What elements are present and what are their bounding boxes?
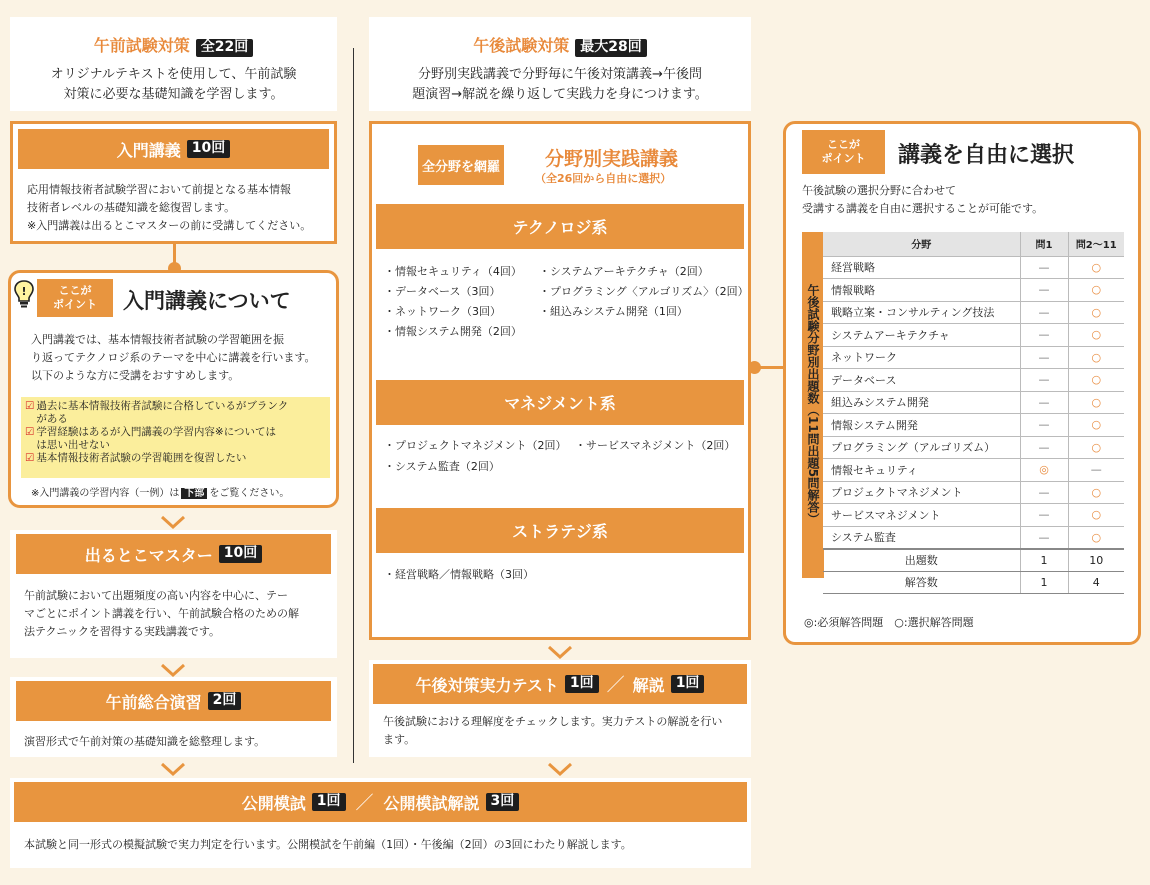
pm-test-desc: 午後試験における理解度をチェックします。実力テストの解説を行い ます。 [383,715,723,746]
table-row: 情報セキュリティ ◎ — [823,459,1124,482]
tech-title-bar: テクノロジ系 [376,204,744,249]
recommend-box [21,397,330,478]
table-row: 情報システム開発 — ○ [823,414,1124,437]
connector-dot [748,361,761,374]
select-point-label: ここが ポイント [802,130,885,174]
col-q2: 問2〜11 [1068,232,1124,256]
list-item: ・サービスマネジメント（2回） [574,439,736,452]
tech-right-list [539,262,748,322]
practice-sub: （全26回から自由に選択） [535,172,672,185]
intro-card [10,121,337,244]
list-item: ・ネットワーク（3回） [384,305,501,318]
col-field: 分野 [823,232,1020,256]
table-row: システム監査 — ○ [823,526,1124,549]
pm-test-title: 午後対策実力テスト [415,675,559,695]
intro-point-desc: 入門講義では、基本情報技術者試験の学習範囲を振 り返ってテクノロジ系のテーマを中心に講義を行います。 以下のような方に受講をおすすめします。 [31,333,316,382]
lightbulb-icon [13,279,35,309]
list-item: ・情報セキュリティ（4回） [384,265,522,278]
pm-test-sep: ／ [606,675,625,696]
recommend-item: ☑ 過去に基本情報技術者試験に合格しているがブランク がある [25,400,289,425]
list-item: ・データベース（3回） [384,285,501,298]
pm-badge: 最大28回 [575,39,646,57]
intro-title: 入門講義 [116,140,181,160]
pm-title: 午後試験対策 [473,36,570,55]
table-row: 組込みシステム開発 — ○ [823,391,1124,414]
list-item: ・経営戦略／情報戦略（3回） [384,568,534,581]
chevron-down-icon [160,663,186,677]
mock-desc: 本試験と同一形式の模擬試験で実力判定を行います。公開模試を午前編（1回）・午後編（2回）の3回にわたり解説します。 [24,838,632,851]
practice-tag: 全分野を網羅 [418,145,504,185]
am-header-card [10,17,337,111]
master-badge: 10回 [219,545,262,563]
pm-header-card [369,17,751,111]
tech-left-list [384,262,522,342]
am-title: 午前試験対策 [93,36,190,55]
list-item: ・プロジェクトマネジメント（2回） [384,439,561,452]
table-header-row [823,232,1124,256]
mgmt-title-bar: マネジメント系 [376,380,744,425]
mgmt-list [384,435,735,477]
mock-badge: 1回 [312,793,346,811]
pm-test-card [369,660,751,757]
master-title: 出るとこマスター [84,545,213,565]
strat-title-bar: ストラテジ系 [376,508,744,553]
mock-badge2: 3回 [486,793,520,811]
list-item: ・情報システム開発（2回） [384,325,522,338]
am-header-title-row [10,33,337,57]
table-side-label: 午後試験分野別出題数（11問出題5問解答） [802,232,824,578]
master-title-bar [16,534,331,574]
practice-title: 分野別実践講義 [545,148,679,170]
column-divider [353,48,354,763]
table-row: プロジェクトマネジメント — ○ [823,481,1124,504]
master-desc: 午前試験において出題頻度の高い内容を中心に、テー マごとにポイント講義を行い、午前試験合格のための解 法テクニックを習得する実践講義です。 [24,589,299,638]
pm-desc: 分野別実践講義で分野毎に午後対策講義→午後問 題演習→解説を繰り返して実践力を身につけます。 [412,66,708,102]
field-table [823,232,1124,594]
am-desc: オリジナルテキストを使用して、午前試験 対策に必要な基礎知識を学習します。 [50,66,297,102]
table-row: プログラミング（アルゴリズム） — ○ [823,436,1124,459]
table-row: 経営戦略 — ○ [823,256,1124,279]
drill-title-bar [16,681,331,721]
intro-title-bar [18,129,329,169]
col-q1: 問1 [1020,232,1068,256]
intro-point-card [8,270,339,508]
recommend-item: ☑ 基本情報技術者試験の学習範囲を復習したい [25,452,247,464]
mock-title: 公開模試 [241,793,306,813]
intro-desc: 応用情報技術者試験学習において前提となる基本情報 技術者レベルの基礎知識を総復習します。 ※入門講義は出るとこマスターの前に受講してください。 [27,183,312,232]
list-item: ・組込みシステム開発（1回） [539,305,688,318]
table-row: ネットワーク — ○ [823,346,1124,369]
table-row: システムアーキテクチャ — ○ [823,324,1124,347]
drill-title: 午前総合演習 [105,692,202,712]
list-item: ・プログラミング〈アルゴリズム〉（2回） [539,285,749,298]
list-item: ・システム監査（2回） [384,460,500,473]
drill-badge: 2回 [208,692,242,710]
drill-card [10,677,337,757]
select-desc: 午後試験の選択分野に合わせて 受講する講義を自由に選択することが可能です。 [802,184,1044,215]
master-card [10,530,337,658]
svg-text:!: ! [21,285,27,298]
intro-point-label: ここが ポイント [37,279,113,317]
mock-card [10,778,751,868]
mock-sep: ／ [355,793,374,814]
table-legend: ◎:必須解答問題 ○:選択解答問題 [804,616,974,629]
pm-test-badge: 1回 [565,675,599,693]
recommend-item: ☑ 学習経験はあるが入門講義の学習内容※については は思い出せない [25,426,277,451]
select-title: 講義を自由に選択 [898,143,1075,168]
intro-point-title: 入門講義について [123,289,291,313]
table-row: 戦略立案・コンサルティング技法 — ○ [823,301,1124,324]
list-item: ・システムアーキテクチャ（2回） [539,265,709,278]
pm-test-title-bar [373,664,747,704]
lower-section-tag[interactable]: 下部 [181,488,207,499]
intro-point-note: ※入門講義の学習内容（一例）は 下部 をご覧ください。 [31,488,290,499]
am-badge: 全22回 [196,39,253,57]
chevron-down-icon [160,762,186,776]
select-card [783,121,1141,645]
table-row: 情報戦略 — ○ [823,279,1124,302]
practice-card [369,121,751,640]
table-sum-row: 解答数 1 4 [823,571,1124,594]
mock-title2: 公開模試解説 [383,793,480,813]
chevron-down-icon [547,762,573,776]
pm-header-title-row [369,33,751,57]
drill-desc: 演習形式で午前対策の基礎知識を総整理します。 [24,735,266,748]
mock-title-bar [14,782,747,822]
table-sum-row: 出題数 1 10 [823,549,1124,572]
pm-test-title2: 解説 [632,675,665,695]
pm-test-badge2: 1回 [671,675,705,693]
chevron-down-icon [160,515,186,529]
chevron-down-icon [547,645,573,659]
table-row: サービスマネジメント — ○ [823,504,1124,527]
intro-badge: 10回 [187,140,230,158]
table-row: データベース — ○ [823,369,1124,392]
